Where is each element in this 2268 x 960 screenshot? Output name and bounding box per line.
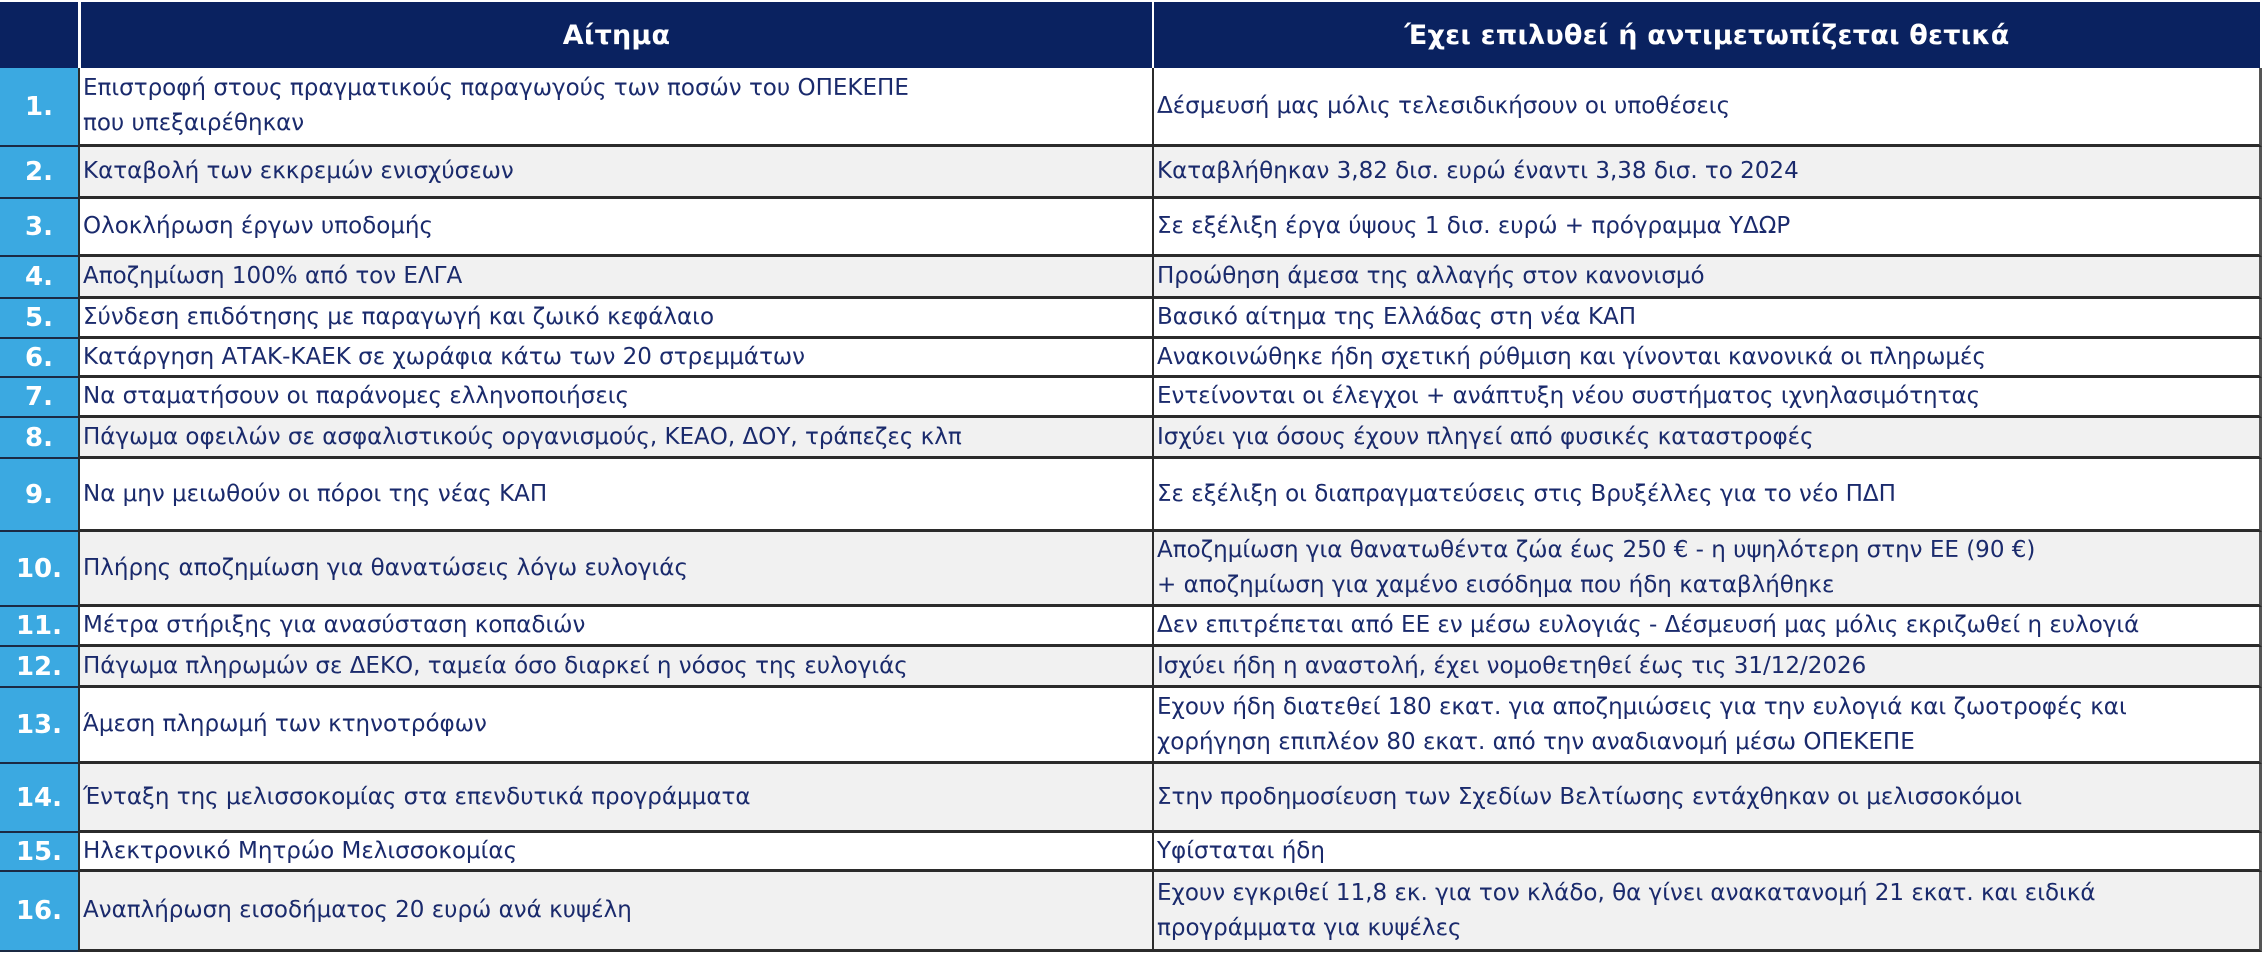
row-request: Αποζημίωση 100% από τον ΕΛΓΑ [78,257,1152,299]
table-row [0,257,2262,299]
row-number: 15. [0,833,78,872]
row-request: Πάγωμα οφειλών σε ασφαλιστικούς οργανισμούς, ΚΕΑΟ, ΔΟΥ, τράπεζες κλπ [78,418,1152,459]
row-resolution: Εντείνονται οι έλεγχοι + ανάπτυξη νέου συστήματος ιχνηλασιμότητας [1152,378,2262,418]
row-number: 13. [0,688,78,764]
table-row [0,459,2262,532]
row-number: 4. [0,257,78,299]
row-request: Κατάργηση ΑΤΑΚ-ΚΑΕΚ σε χωράφια κάτω των 20 στρεμμάτων [78,339,1152,378]
row-request: Ηλεκτρονικό Μητρώο Μελισσοκομίας [78,833,1152,872]
row-resolution: Εχουν ήδη διατεθεί 180 εκατ. για αποζημιώσεις για την ευλογιά και ζωοτροφές και χορήγηση επιπλέον 80 εκατ. από την αναδιανομή μέσω ΟΠΕΚΕΠΕ [1152,688,2262,764]
row-resolution: Δεν επιτρέπεται από ΕΕ εν μέσω ευλογιάς - Δέσμευσή μας μόλις εκριζωθεί η ευλογιά [1152,607,2262,647]
row-request: Πάγωμα πληρωμών σε ΔΕΚΟ, ταμεία όσο διαρκεί η νόσος της ευλογιάς [78,647,1152,688]
row-number: 12. [0,647,78,688]
row-request: Επιστροφή στους πραγματικούς παραγωγούς των ποσών του ΟΠΕΚΕΠΕ που υπεξαιρέθηκαν [78,68,1152,147]
row-resolution: Στην προδημοσίευση των Σχεδίων Βελτίωσης εντάχθηκαν οι μελισσοκόμοι [1152,764,2262,833]
table-row [0,872,2262,952]
row-number: 2. [0,147,78,199]
row-number: 14. [0,764,78,833]
table-row [0,688,2262,764]
row-request: Μέτρα στήριξης για ανασύσταση κοπαδιών [78,607,1152,647]
row-resolution: Σε εξέλιξη οι διαπραγματεύσεις στις Βρυξέλλες για το νέο ΠΔΠ [1152,459,2262,532]
row-resolution: Ισχύει ήδη η αναστολή, έχει νομοθετηθεί έως τις 31/12/2026 [1152,647,2262,688]
table-row [0,339,2262,378]
row-resolution: Καταβλήθηκαν 3,82 δισ. ευρώ έναντι 3,38 δισ. το 2024 [1152,147,2262,199]
table-row [0,299,2262,339]
table-row [0,833,2262,872]
row-request: Αναπλήρωση εισοδήματος 20 ευρώ ανά κυψέλη [78,872,1152,952]
row-number: 7. [0,378,78,418]
row-resolution: Ανακοινώθηκε ήδη σχετική ρύθμιση και γίνονται κανονικά οι πληρωμές [1152,339,2262,378]
row-resolution: Προώθηση άμεσα της αλλαγής στον κανονισμό [1152,257,2262,299]
row-number: 3. [0,199,78,257]
row-resolution: Δέσμευσή μας μόλις τελεσιδικήσουν οι υποθέσεις [1152,68,2262,147]
row-number: 9. [0,459,78,532]
table-row [0,764,2262,833]
row-resolution: Βασικό αίτημα της Ελλάδας στη νέα ΚΑΠ [1152,299,2262,339]
row-resolution: Υφίσταται ήδη [1152,833,2262,872]
table-row [0,147,2262,199]
table-row [0,378,2262,418]
row-request: Άμεση πληρωμή των κτηνοτρόφων [78,688,1152,764]
header-request: Αίτημα [81,2,1152,68]
row-number: 11. [0,607,78,647]
row-resolution: Εχουν εγκριθεί 11,8 εκ. για τον κλάδο, θα γίνει ανακατανομή 21 εκατ. και ειδικά προγράμματα για κυψέλες [1152,872,2262,952]
table-row [0,607,2262,647]
row-number: 6. [0,339,78,378]
row-request: Να σταματήσουν οι παράνομες ελληνοποιήσεις [78,378,1152,418]
row-resolution: Ισχύει για όσους έχουν πληγεί από φυσικές καταστροφές [1152,418,2262,459]
row-resolution: Σε εξέλιξη έργα ύψους 1 δισ. ευρώ + πρόγραμμα ΥΔΩΡ [1152,199,2262,257]
row-request: Να μην μειωθούν οι πόροι της νέας ΚΑΠ [78,459,1152,532]
row-request: Ένταξη της μελισσοκομίας στα επενδυτικά προγράμματα [78,764,1152,833]
row-request: Πλήρης αποζημίωση για θανατώσεις λόγω ευλογιάς [78,532,1152,607]
header-number-cell [0,2,78,68]
row-request: Καταβολή των εκκρεμών ενισχύσεων [78,147,1152,199]
table-body [0,68,2262,952]
row-resolution: Αποζημίωση για θανατωθέντα ζώα έως 250 € - η υψηλότερη στην ΕΕ (90 €) + αποζημίωση για χαμένο εισόδημα που ήδη καταβλήθηκε [1152,532,2262,607]
row-request: Ολοκλήρωση έργων υποδομής [78,199,1152,257]
table-row [0,647,2262,688]
row-request: Σύνδεση επιδότησης με παραγωγή και ζωικό κεφάλαιο [78,299,1152,339]
header-resolution: Έχει επιλυθεί ή αντιμετωπίζεται θετικά [1154,2,2260,68]
row-number: 16. [0,872,78,952]
table-header [0,0,2262,68]
row-number: 1. [0,68,78,147]
row-number: 10. [0,532,78,607]
table-row [0,532,2262,607]
row-number: 5. [0,299,78,339]
row-number: 8. [0,418,78,459]
table-row [0,68,2262,147]
table-row [0,199,2262,257]
table-row [0,418,2262,459]
